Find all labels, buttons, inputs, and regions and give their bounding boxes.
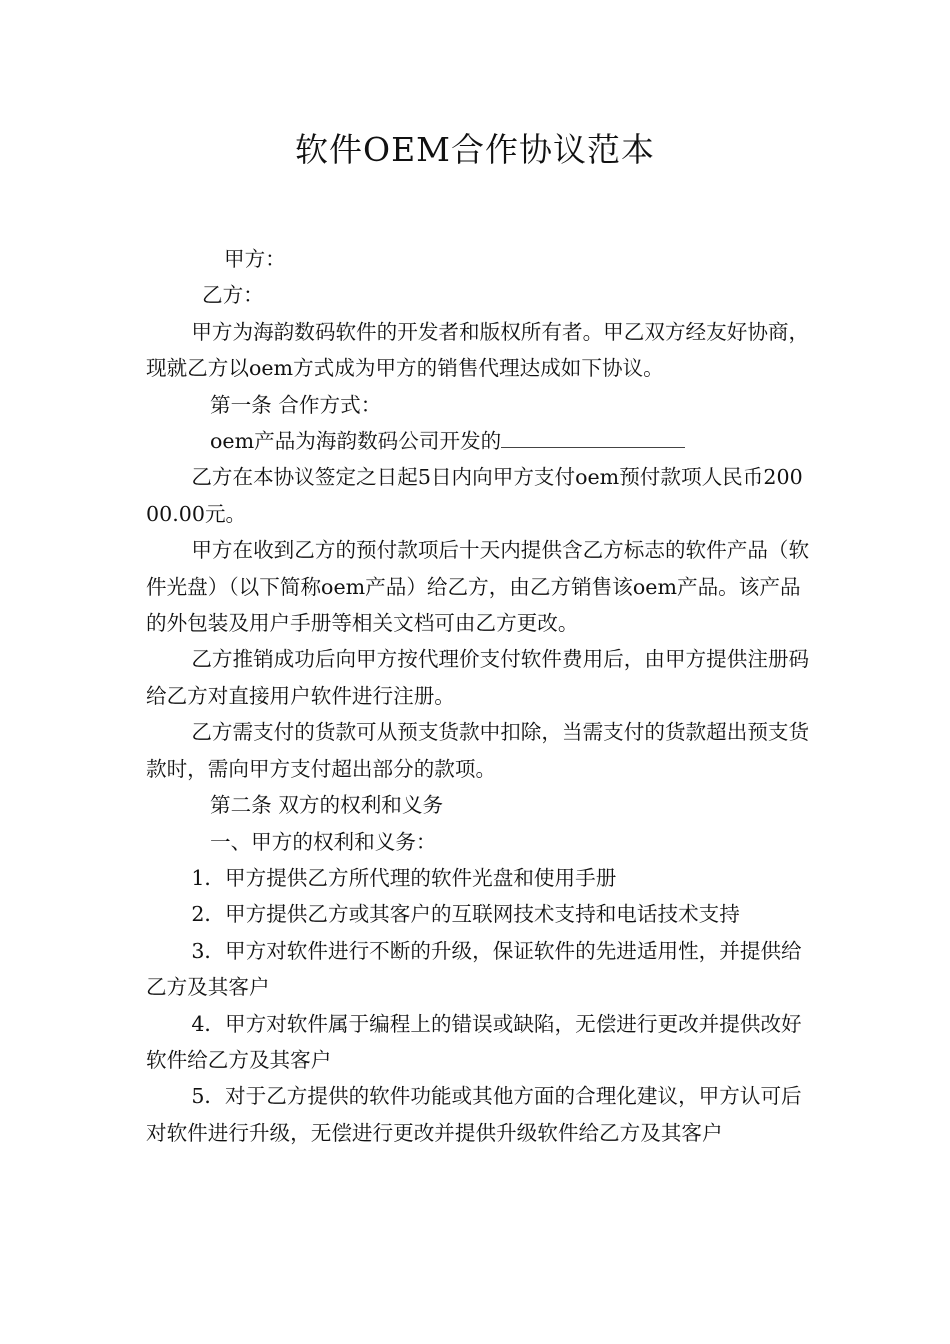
article-2-item: 1．甲方提供乙方所代理的软件光盘和使用手册: [191, 865, 617, 890]
document-body: [146, 241, 810, 1151]
party-b-label: 乙方：: [202, 283, 264, 308]
blank-fill-line: [501, 425, 685, 448]
article-2-heading: 第二条 双方的权利和义务: [210, 793, 444, 818]
article-1-product-line: [146, 423, 810, 459]
article-2-item: 2．甲方提供乙方或其客户的互联网技术支持和电话技术支持: [191, 902, 740, 927]
article-2-item: 5．对于乙方提供的软件功能或其他方面的合理化建议，甲方认可后对软件进行升级，无偿进行更改并提供升级软件给乙方及其客户: [146, 1084, 802, 1145]
article-1-product-text: oem产品为海韵数码公司开发的: [210, 429, 502, 454]
article-1-paragraph: 甲方在收到乙方的预付款项后十天内提供含乙方标志的软件产品（软件光盘）（以下简称oem产品）给乙方，由乙方销售该oem产品。该产品的外包装及用户手册等相关文档可由乙方更改。: [146, 538, 810, 636]
article-2-sub-heading: 一、甲方的权利和义务：: [210, 829, 437, 854]
article-1-paragraph: 乙方在本协议签定之日起5日内向甲方支付oem预付款项人民币20000.00元。: [146, 465, 803, 526]
document-title: 软件OEM合作协议范本: [295, 130, 655, 169]
article-1-paragraph: 乙方需支付的货款可从预支货款中扣除，当需支付的货款超出预支货款时，需向甲方支付超出部分的款项。: [146, 720, 810, 781]
article-2-item: 3．甲方对软件进行不断的升级，保证软件的先进适用性，并提供给乙方及其客户: [146, 938, 802, 1000]
intro-paragraph: 甲方为海韵数码软件的开发者和版权所有者。甲乙双方经友好协商，现就乙方以oem方式成为甲方的销售代理达成如下协议。: [146, 319, 810, 381]
article-2-item: 4．甲方对软件属于编程上的错误或缺陷，无偿进行更改并提供改好软件给乙方及其客户: [146, 1011, 802, 1072]
article-1-paragraph: 乙方推销成功后向甲方按代理价支付软件费用后，由甲方提供注册码给乙方对直接用户软件进行注册。: [146, 647, 810, 708]
article-1-heading: 第一条 合作方式：: [210, 392, 382, 417]
party-a-label: 甲方：: [224, 247, 286, 271]
